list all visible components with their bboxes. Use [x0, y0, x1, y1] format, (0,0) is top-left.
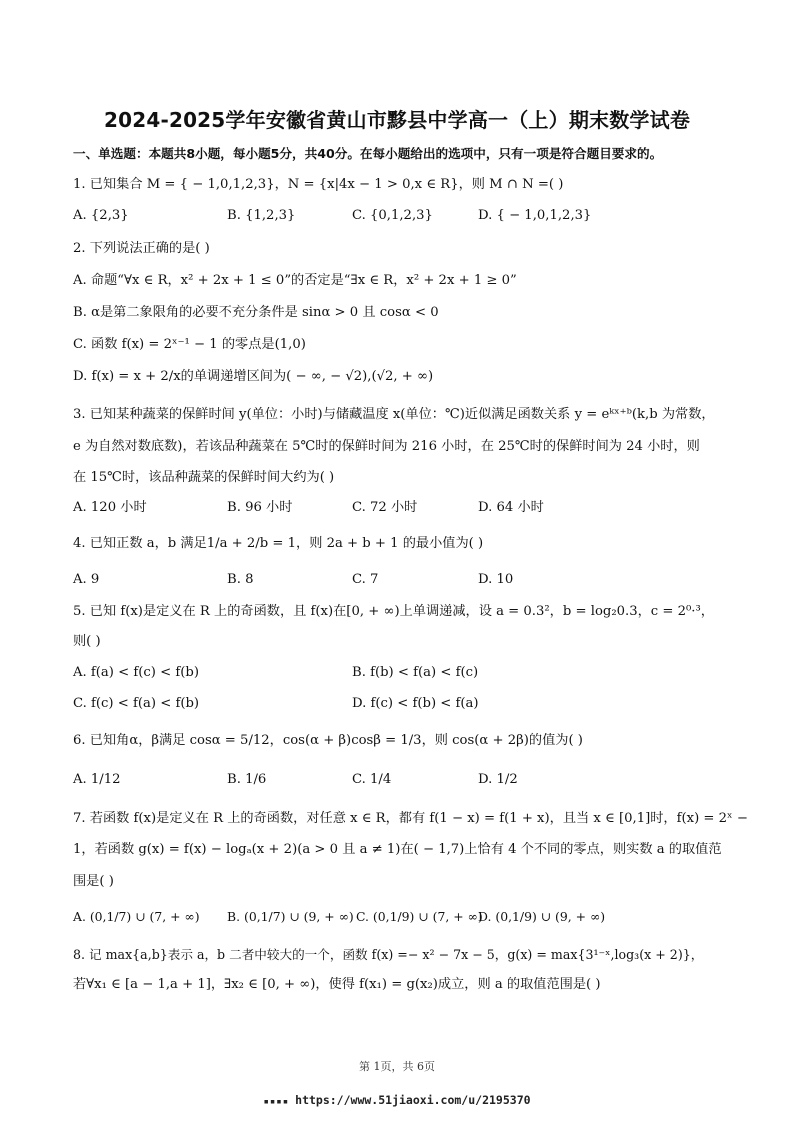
- watermark-url: https://www.51jiaoxi.com/u/2195370: [295, 1093, 531, 1107]
- q3-option-b: B. 96 小时: [227, 500, 293, 515]
- q4-option-c: C. 7: [352, 572, 379, 587]
- q4-option-b: B. 8: [227, 572, 254, 587]
- question-7-line-3: 围是( ): [73, 874, 114, 889]
- question-7-line-1: 7. 若函数 f(x)是定义在 R 上的奇函数，对任意 x ∈ R，都有 f(1 − x) = f(1 + x)，且当 x ∈ [0,1]时，f(x) = 2ˣ −: [73, 811, 748, 826]
- page-number: 第 1页，共 6页: [359, 1060, 435, 1073]
- q5-option-d: D. f(c) < f(b) < f(a): [352, 696, 479, 711]
- question-8-line-2: 若∀x₁ ∈ [a − 1,a + 1]，∃x₂ ∈ [0, + ∞)，使得 f(x₁) = g(x₂)成立，则 a 的取值范围是( ): [73, 977, 601, 992]
- section-heading: 一、单选题：本题共8小题，每小题5分，共40分。在每小题给出的选项中，只有一项是符合题目要求的。: [73, 146, 663, 161]
- q1-option-d: D. { − 1,0,1,2,3}: [478, 208, 592, 223]
- question-8-line-1: 8. 记 max{a,b}表示 a，b 二者中较大的一个，函数 f(x) =− x² − 7x − 5，g(x) = max{3¹⁻ˣ,log₃(x + 2)}，: [73, 947, 704, 962]
- q2-option-d: D. f(x) = x + 2/x的单调递增区间为( − ∞, − √2),(√2, + ∞): [73, 369, 434, 384]
- question-3-line-2: e 为自然对数底数)，若该品种蔬菜在 5℃时的保鲜时间为 216 小时，在 25℃时的保鲜时间为 24 小时，则: [73, 439, 700, 454]
- q6-option-a: A. 1/12: [73, 772, 121, 787]
- q4-option-d: D. 10: [478, 572, 514, 587]
- q2-option-a: A. 命题“∀x ∈ R，x² + 2x + 1 ≤ 0”的否定是“∃x ∈ R，x² + 2x + 1 ≥ 0”: [73, 273, 517, 288]
- question-6-stem: 6. 已知角α，β满足 cosα = 5/12，cos(α + β)cosβ = 1/3，则 cos(α + 2β)的值为( ): [73, 733, 583, 748]
- q5-option-b: B. f(b) < f(a) < f(c): [352, 665, 479, 680]
- q6-option-d: D. 1/2: [478, 772, 518, 787]
- q2-option-b: B. α是第二象限角的必要不充分条件是 sinα > 0 且 cosα < 0: [73, 305, 439, 320]
- question-7-line-2: 1，若函数 g(x) = f(x) − logₐ(x + 2)(a > 0 且 a ≠ 1)在( − 1,7)上恰有 4 个不同的零点，则实数 a 的取值范: [73, 842, 722, 857]
- q5-option-c: C. f(c) < f(a) < f(b): [73, 696, 200, 711]
- q3-option-d: D. 64 小时: [478, 500, 544, 515]
- q3-option-c: C. 72 小时: [352, 500, 418, 515]
- question-2-stem: 2. 下列说法正确的是( ): [73, 241, 210, 256]
- q7-option-c: C. (0,1/9) ∪ (7, + ∞): [356, 909, 483, 924]
- q7-option-d: D. (0,1/9) ∪ (9, + ∞): [478, 909, 606, 924]
- q2-option-c: C. 函数 f(x) = 2ˣ⁻¹ − 1 的零点是(1,0): [73, 337, 306, 352]
- question-5-line-1: 5. 已知 f(x)是定义在 R 上的奇函数，且 f(x)在[0, + ∞)上单调递减，设 a = 0.3²，b = log₂0.3，c = 2⁰·³，: [73, 604, 714, 619]
- watermark-logo-icon: ▪▪▪▪: [263, 1097, 290, 1107]
- question-3-line-1: 3. 已知某种蔬菜的保鲜时间 y(单位：小时)与储藏温度 x(单位：℃)近似满足函数关系 y = eᵏˣ⁺ᵇ(k,b 为常数，: [73, 407, 715, 422]
- question-3-line-3: 在 15℃时，该品种蔬菜的保鲜时间大约为( ): [73, 470, 335, 485]
- q6-option-b: B. 1/6: [227, 772, 267, 787]
- q1-option-c: C. {0,1,2,3}: [352, 208, 433, 223]
- exam-title: 2024-2025学年安徽省黄山市黟县中学高一（上）期末数学试卷: [103, 108, 691, 132]
- q6-option-c: C. 1/4: [352, 772, 392, 787]
- question-1-stem: 1. 已知集合 M = { − 1,0,1,2,3}，N = {x|4x − 1 > 0,x ∈ R}，则 M ∩ N =( ): [73, 177, 564, 192]
- q4-option-a: A. 9: [73, 572, 100, 587]
- q3-option-a: A. 120 小时: [73, 500, 147, 515]
- q7-option-b: B. (0,1/7) ∪ (9, + ∞): [227, 909, 354, 924]
- q7-option-a: A. (0,1/7) ∪ (7, + ∞): [73, 909, 200, 924]
- question-4-stem: 4. 已知正数 a，b 满足1/a + 2/b = 1，则 2a + b + 1 的最小值为( ): [73, 536, 484, 551]
- watermark: [0, 1093, 794, 1107]
- q1-option-b: B. {1,2,3}: [227, 208, 296, 223]
- q5-option-a: A. f(a) < f(c) < f(b): [73, 665, 199, 680]
- q1-option-a: A. {2,3}: [73, 208, 129, 223]
- question-5-line-2: 则( ): [73, 634, 101, 649]
